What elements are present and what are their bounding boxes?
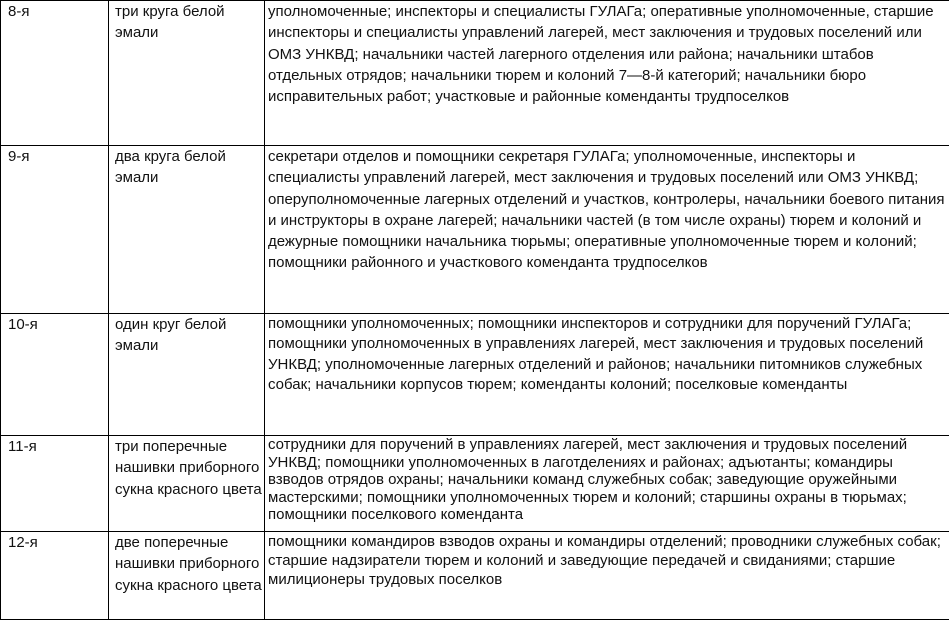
table-row	[1, 314, 949, 436]
rank-label: 8-я	[8, 1, 108, 22]
insignia-text: три круга белой эмали	[115, 1, 264, 44]
insignia-text: один круг белой эмали	[115, 314, 264, 357]
positions-text: секретари отделов и помощники секретаря ГУЛАГа; уполномоченные, инспекторы и специалисты управлений лагерей, мест заключения и трудовых поселений или ОМЗ УНКВД; оперуполномоченные лагерных отделений и участков, контролеры, начальники боевого питания и инструкторы в охране лагерей; начальники частей (в том числе охраны) тюрем и колоний и дежурные помощники начальника тюрьмы; оперативные уполномоченные тюрем и колоний; помощники районного и участкового коменданта трудпоселков	[268, 146, 947, 274]
positions-text: помощники уполномоченных; помощники инспекторов и сотрудники для поручений ГУЛАГа; помощники уполномоченных в управлениях лагерей, мест заключения и трудовых поселений УНКВД; уполномоченные лагерных отделений и районов; начальники питомников служебных собак; начальники корпусов тюрем; коменданты колоний; поселковые коменданты	[268, 314, 947, 395]
rank-label: 9-я	[8, 146, 108, 167]
rank-label: 11-я	[8, 436, 108, 457]
table-row	[1, 1, 949, 146]
positions-cell	[265, 436, 949, 532]
insignia-cell	[109, 532, 265, 620]
rank-cell	[1, 436, 109, 532]
rank-cell	[1, 146, 109, 314]
insignia-text: два круга белой эмали	[115, 146, 264, 189]
insignia-cell	[109, 314, 265, 436]
insignia-cell	[109, 146, 265, 314]
insignia-cell	[109, 436, 265, 532]
positions-cell	[265, 314, 949, 436]
positions-cell	[265, 532, 949, 620]
rank-cell	[1, 1, 109, 146]
table-row	[1, 436, 949, 532]
positions-cell	[265, 146, 949, 314]
table-row	[1, 532, 949, 620]
positions-text: сотрудники для поручений в управлениях лагерей, мест заключения и трудовых поселений УНКВД; помощники уполномоченных в лаготделениях и районах; адъютанты; командиры взводов отрядов охраны; начальники команд служебных собак; заведующие оружейными мастерскими; помощники уполномоченных тюрем и колоний; старшины охраны в тюрьмах; помощники поселкового коменданта	[268, 436, 947, 524]
rank-label: 12-я	[8, 532, 108, 553]
rank-cell	[1, 314, 109, 436]
table-row	[1, 146, 949, 314]
insignia-cell	[109, 1, 265, 146]
insignia-text: три поперечные нашивки приборного сукна красного цвета	[115, 436, 264, 500]
positions-text: помощники командиров взводов охраны и командиры отделений; проводники служебных собак; старшие надзиратели тюрем и колоний и заведующие передачей и свиданиями; старшие милиционеры трудовых поселков	[268, 532, 947, 589]
rank-cell	[1, 532, 109, 620]
positions-cell	[265, 1, 949, 146]
rank-label: 10-я	[8, 314, 108, 335]
positions-text: уполномоченные; инспекторы и специалисты ГУЛАГа; оперативные уполномоченные, старшие инспекторы и специалисты управлений лагерей, мест заключения и трудовых поселений или ОМЗ УНКВД; начальники частей лагерного отделения или района; начальники штабов отдельных отрядов; начальники тюрем и колоний 7—8-й категорий; начальники бюро исправительных работ; участковые и районные коменданты трудпоселков	[268, 1, 947, 107]
insignia-text: две поперечные нашивки приборного сукна красного цвета	[115, 532, 264, 596]
